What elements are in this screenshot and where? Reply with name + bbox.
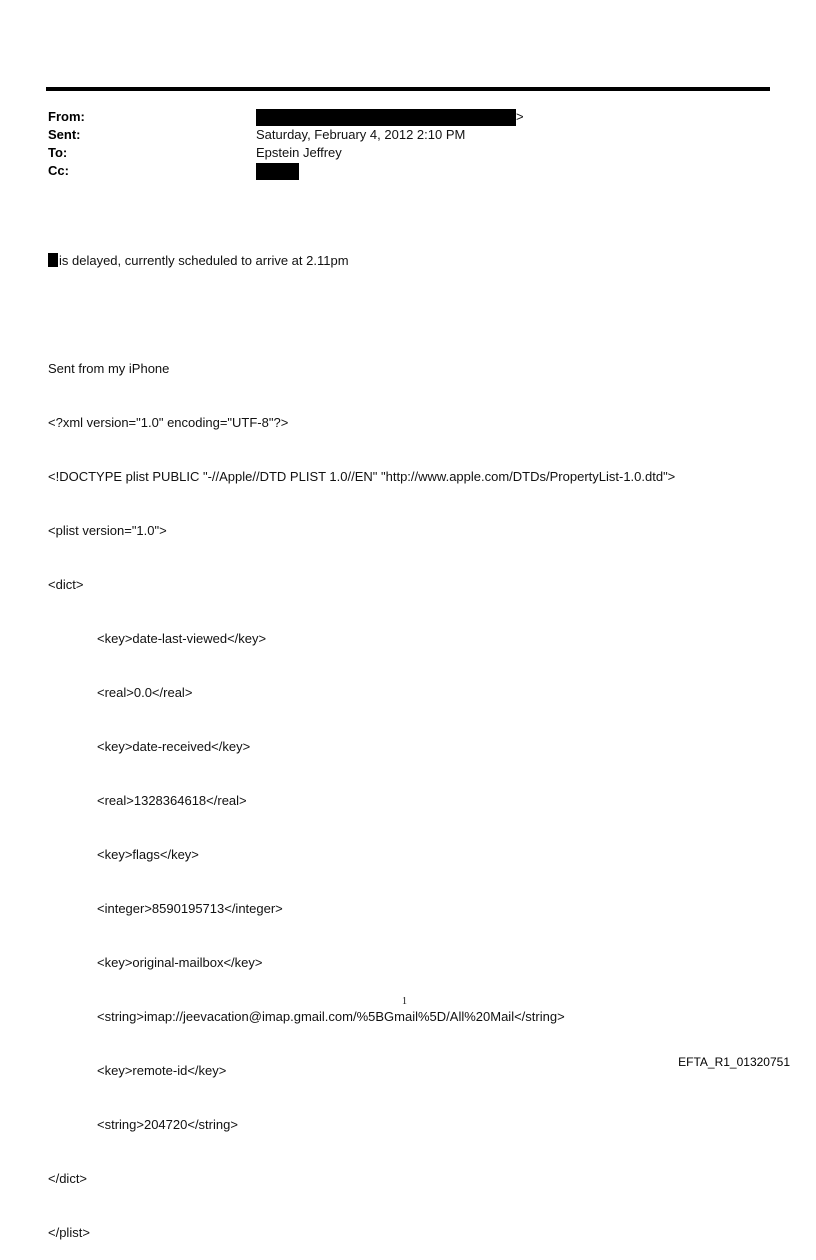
redaction-block [48, 253, 58, 267]
xml-line: </plist> [48, 1225, 90, 1240]
signature: Sent from my iPhone [48, 361, 170, 376]
xml-line: <real>1328364618</real> [97, 793, 247, 808]
spacer [48, 306, 788, 324]
redaction-block [256, 163, 299, 180]
email-body [48, 216, 788, 1260]
xml-line: <plist version="1.0"> [48, 523, 167, 538]
from-suffix: > [516, 109, 524, 124]
xml-line: <string>204720</string> [97, 1117, 238, 1132]
redaction-block [256, 109, 516, 126]
sent-value: Saturday, February 4, 2012 2:10 PM [256, 127, 466, 142]
xml-line: <?xml version="1.0" encoding="UTF-8"?> [48, 415, 289, 430]
xml-line: <key>original-mailbox</key> [97, 955, 263, 970]
xml-line: <key>date-received</key> [97, 739, 251, 754]
bates-number: EFTA_R1_01320751 [678, 1055, 790, 1069]
xml-line: <!DOCTYPE plist PUBLIC "-//Apple//DTD PLIST 1.0//EN" "http://www.apple.com/DTDs/PropertyList-1.0.dtd"> [48, 469, 676, 484]
xml-line: <key>flags</key> [97, 847, 199, 862]
xml-line: <real>0.0</real> [97, 685, 193, 700]
sent-label: Sent: [48, 127, 81, 142]
body-first-line [48, 252, 788, 270]
to-label: To: [48, 145, 68, 160]
from-row [48, 108, 768, 126]
sent-row [48, 126, 768, 144]
email-header [48, 108, 768, 180]
cc-label: Cc: [48, 163, 69, 178]
xml-line: <string>imap://jeevacation@imap.gmail.com/%5BGmail%5D/All%20Mail</string> [97, 1009, 565, 1024]
page-number: 1 [402, 996, 407, 1007]
body-message: is delayed, currently scheduled to arrive at 2.11pm [59, 253, 349, 268]
xml-line: </dict> [48, 1171, 88, 1186]
cc-row [48, 162, 768, 180]
from-value [256, 108, 524, 126]
xml-line: <key>date-last-viewed</key> [97, 631, 267, 646]
cc-value [256, 162, 299, 180]
xml-line: <key>remote-id</key> [97, 1063, 227, 1078]
from-label: From: [48, 109, 85, 124]
header-rule [46, 87, 770, 91]
xml-line: <integer>8590195713</integer> [97, 901, 283, 916]
to-row [48, 144, 768, 162]
xml-line: <dict> [48, 577, 84, 592]
to-value: Epstein Jeffrey [256, 145, 342, 160]
